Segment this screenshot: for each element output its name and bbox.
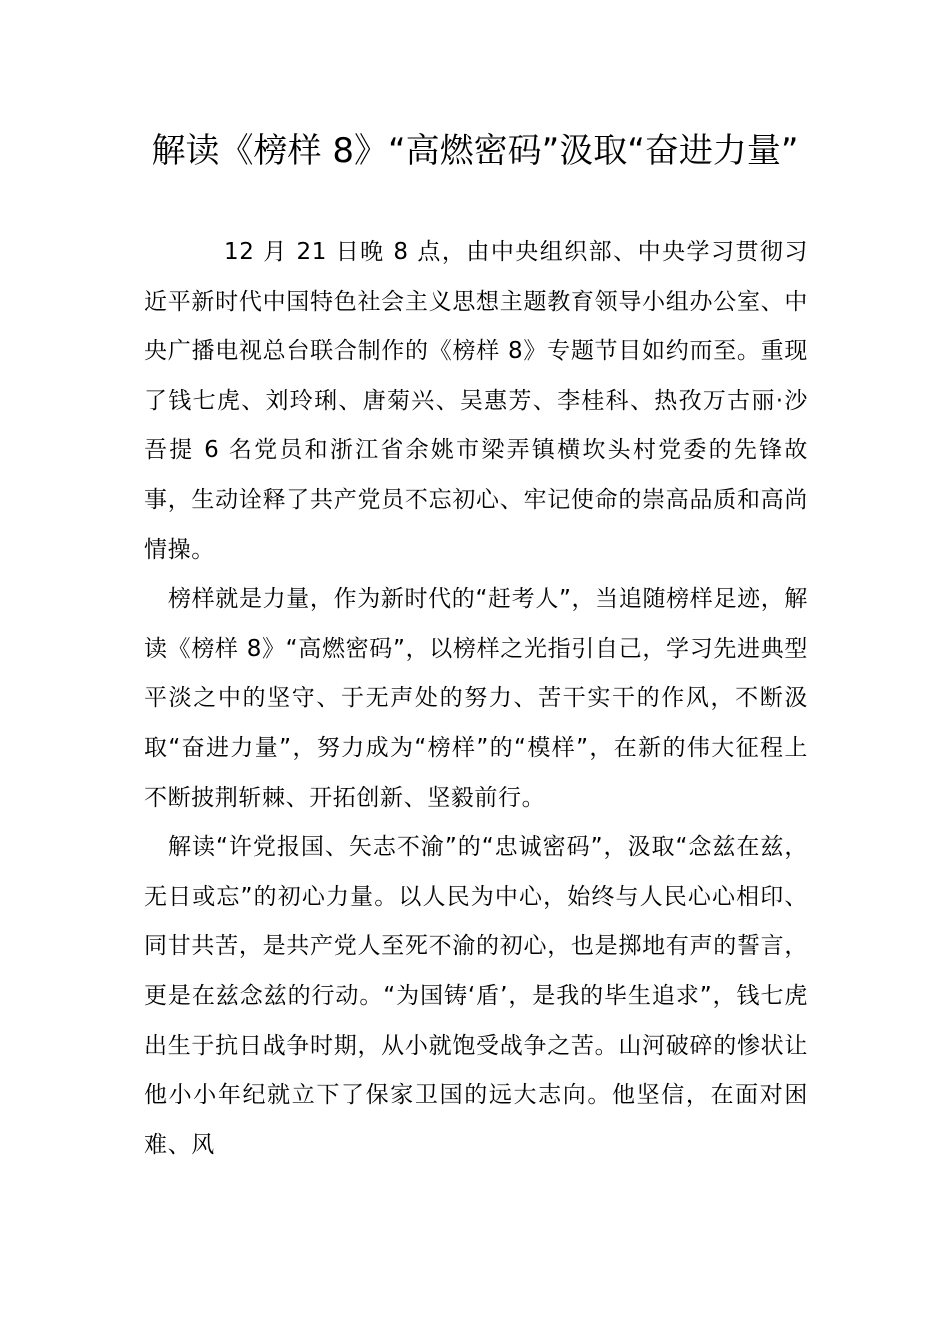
document-title: 解读《榜样 8》“高燃密码”汲取“奋进力量” [151, 131, 799, 171]
paragraph-1: 12 月 21 日晚 8 点，由中央组织部、中央学习贯彻习近平新时代中国特色社会主义思想主题教育领导小组办公室、中央广播电视总台联合制作的《榜样 8》专题节目如约而至。重现了钱七虎、刘玲琍、唐菊兴、吴惠芳、李桂科、热孜万古丽·沙吾提 6 名党员和浙江省余姚市梁弄镇横坎头村党委的先锋故事，生动诠释了共产党员不忘初心、牢记使命的崇高品质和高尚情操。 [144, 239, 808, 563]
paragraph-3: 解读“许党报国、矢志不渝”的“忠诚密码”，汲取“念兹在兹，无日或忘”的初心力量。以人民为中心，始终与人民心心相印、同甘共苦，是共产党人至死不渝的初心，也是掷地有声的誓言，更是在兹念兹的行动。“为国铸‘盾’，是我的毕生追求”，钱七虎出生于抗日战争时期，从小就饱受战争之苦。山河破碎的惨状让他小小年纪就立下了保家卫国的远大志向。他坚信，在面对困难、风 [144, 834, 808, 1158]
paragraph-2: 榜样就是力量，作为新时代的“赶考人”，当追随榜样足迹，解读《榜样 8》“高燃密码”，以榜样之光指引自己，学习先进典型平淡之中的坚守、于无声处的努力、苦干实干的作风，不断汲取“奋进力量”，努力成为“榜样”的“模样”，在新的伟大征程上不断披荆斩棘、开拓创新、坚毅前行。 [144, 586, 808, 811]
document-body [144, 228, 808, 1170]
